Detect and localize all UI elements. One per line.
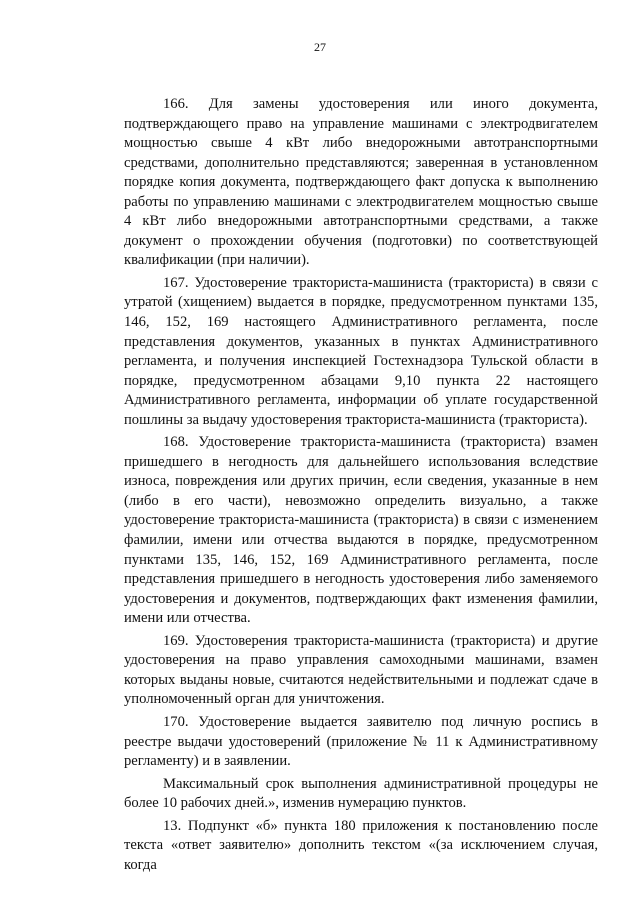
paragraph-max-term: Максимальный срок выполнения административной процедуры не более 10 рабочих дней.», изменив нумерацию пунктов.: [124, 775, 598, 812]
paragraph-167: 167. Удостоверение тракториста-машиниста (тракториста) в связи с утратой (хищением) выдается в порядке, предусмотренном пунктами 135, 146, 152, 169 настоящего Административного регламента, после представления документов, указанных в пунктах Административного регламента, и получения инспекцией Гостехнадзора Тульской области в порядке, предусмотренном абзацами 9,10 пункта 22 настоящего Административного регламента, информации об уплате государственной пошлины за выдачу удостоверения тракториста-машиниста (тракториста).: [124, 274, 598, 428]
paragraph-170: 170. Удостоверение выдается заявителю под личную роспись в реестре выдачи удостоверений (приложение № 11 к Административному регламенту) и в заявлении.: [124, 713, 598, 770]
page-number: 27: [314, 40, 326, 54]
paragraph-13: 13. Подпункт «б» пункта 180 приложения к постановлению после текста «ответ заявителю» дополнить текстом «(за исключением случая, когда: [124, 817, 598, 873]
paragraph-166: 166. Для замены удостоверения или иного документа, подтверждающего право на управление машинами с электродвигателем мощностью свыше 4 кВт либо внедорожными автотранспортными средствами, дополнительно представляются; заверенная в установленном порядке копия документа, подтверждающего факт допуска к выполнению работы по управлению машинами с электродвигателем мощностью свыше 4 кВт либо внедорожными автотранспортными средствами, а также документ о прохождении обучения (подготовки) по соответствующей квалификации (при наличии).: [124, 96, 598, 269]
paragraph-169: 169. Удостоверения тракториста-машиниста (тракториста) и другие удостоверения на право управления самоходными машинами, взамен которых выданы новые, считаются недействительными и подлежат сдаче в уполномоченный орган для уничтожения.: [124, 632, 598, 708]
document-body: [124, 95, 598, 875]
paragraph-168: 168. Удостоверение тракториста-машиниста (тракториста) взамен пришедшего в негодность для дальнейшего использования вследствие износа, повреждения или других причин, если сведения, указанные в нем (либо в его части), невозможно определить визуально, а также удостоверение тракториста-машиниста (тракториста) в связи с изменением фамилии, имени или отчества выдаются в порядке, предусмотренном пунктами 135, 146, 152, 169 Административного регламента, после представления пришедшего в негодность удостоверения либо заменяемого удостоверения и документов, подтверждающих факт изменения фамилии, имени или отчества.: [124, 434, 598, 627]
